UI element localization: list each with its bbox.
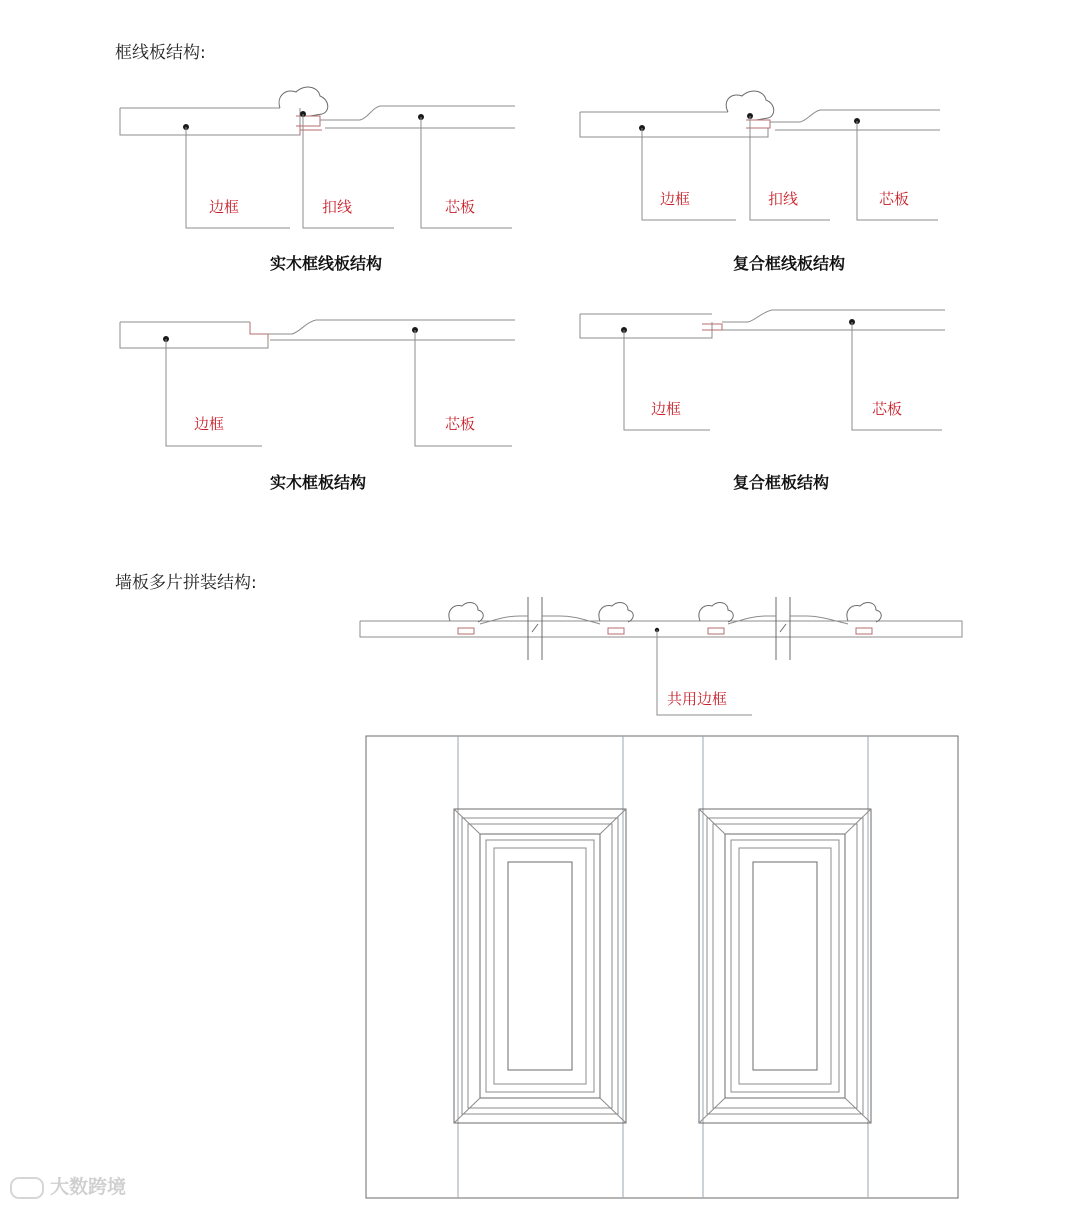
label-shared-frame: 共用边框 (667, 690, 728, 708)
chat-bubble-icon (10, 1177, 44, 1199)
watermark (10, 1172, 126, 1199)
label-core-1: 芯板 (445, 198, 476, 216)
label-frame-2: 边框 (660, 190, 691, 208)
label-core-2: 芯板 (879, 190, 910, 208)
section-heading-frame-panel: 框线板结构: (115, 43, 206, 63)
label-frame-1: 边框 (209, 198, 240, 216)
panel-right (699, 809, 871, 1123)
caption-solid-frame: 实木框板结构 (270, 473, 367, 492)
label-bead-2: 扣线 (768, 190, 799, 208)
caption-composite-frame: 复合框板结构 (733, 473, 830, 492)
caption-composite-frame-line: 复合框线板结构 (733, 254, 846, 273)
section-heading-wall-panel: 墙板多片拼装结构: (115, 573, 257, 593)
label-core-3: 芯板 (445, 415, 476, 433)
caption-solid-frame-line: 实木框线板结构 (270, 254, 383, 273)
label-frame-4: 边框 (651, 400, 682, 418)
label-bead-1: 扣线 (322, 198, 353, 216)
watermark-text: 大数跨境 (50, 1176, 127, 1198)
label-frame-3: 边框 (194, 415, 225, 433)
label-core-4: 芯板 (872, 400, 903, 418)
panel-left (454, 809, 626, 1123)
